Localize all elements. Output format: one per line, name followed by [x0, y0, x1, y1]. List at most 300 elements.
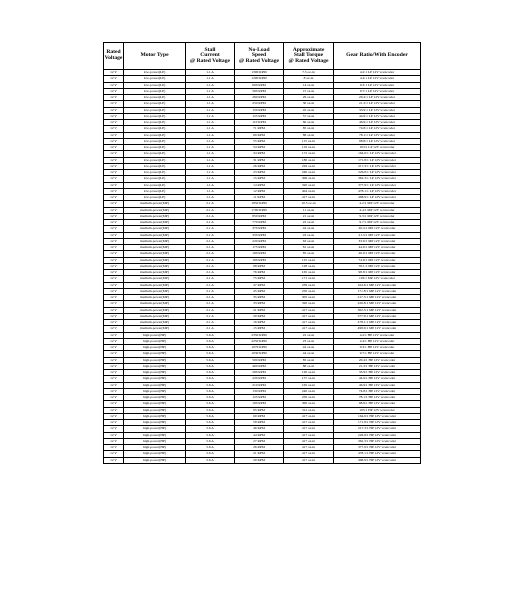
table-row: [104, 151, 421, 157]
motor-type-cell: high-power(HP): [124, 382, 186, 388]
rated-voltage-cell: 12 V: [104, 363, 124, 369]
stall-torque-cell: 240 oz-in: [284, 388, 334, 394]
table-row: [104, 332, 421, 338]
table-row: [104, 95, 421, 101]
gear-ratio-cell: 21.3:1 HP 12V w/encoder: [334, 363, 421, 369]
motor-spec-table: [103, 42, 421, 464]
stall-torque-cell: 23 oz-in: [284, 338, 334, 344]
stall-torque-cell: 417 oz-in: [284, 326, 334, 332]
rated-voltage-cell: 12 V: [104, 457, 124, 463]
motor-type-cell: low-power(LP): [124, 126, 186, 132]
gear-ratio-cell: 44.9:1 HP 12V w/encoder: [334, 376, 421, 382]
stall-torque-cell: 250 oz-in: [284, 288, 334, 294]
table-row: [104, 420, 421, 426]
no-load-speed-cell: 260 RPM: [235, 95, 284, 101]
table-row: [104, 163, 421, 169]
table-row: [104, 301, 421, 307]
rated-voltage-cell: 12 V: [104, 282, 124, 288]
rated-voltage-cell: 12 V: [104, 301, 124, 307]
table-row: [104, 451, 421, 457]
stall-current-cell: 1.1 A: [186, 70, 235, 76]
motor-type-cell: medium-power(MP): [124, 201, 186, 207]
rated-voltage-cell: 12 V: [104, 145, 124, 151]
gear-ratio-cell: 171.8:1 HP 12V w/encoder: [334, 420, 421, 426]
gear-ratio-cell: 171.8:1 LP 12V w/encoder: [334, 157, 421, 163]
stall-torque-cell: 85 oz-in: [284, 251, 334, 257]
stall-torque-cell: 119 oz-in: [284, 145, 334, 151]
gear-ratio-cell: 103:1 MP 12V w/encoder: [334, 276, 421, 282]
table-row: [104, 170, 421, 176]
table-row: [104, 313, 421, 319]
stall-current-cell: 1.1 A: [186, 188, 235, 194]
motor-type-cell: high-power(HP): [124, 420, 186, 426]
rated-voltage-cell: 12 V: [104, 395, 124, 401]
gear-ratio-cell: 498.9:1 HP 12V w/encoder: [334, 457, 421, 463]
no-load-speed-cell: 54 RPM: [235, 145, 284, 151]
gear-ratio-cell: 362.3:1 HP 12V w/encoder: [334, 438, 421, 444]
table-row: [104, 351, 421, 357]
no-load-speed-cell: 370 RPM: [235, 226, 284, 232]
stall-torque-cell: 85 oz-in: [284, 357, 334, 363]
stall-current-cell: 5.6 A: [186, 382, 235, 388]
motor-type-cell: low-power(LP): [124, 101, 186, 107]
stall-current-cell: 5.6 A: [186, 345, 235, 351]
gear-ratio-cell: 217.3:1 HP 12V w/encoder: [334, 426, 421, 432]
no-load-speed-cell: 31 RPM: [235, 157, 284, 163]
no-load-speed-cell: 16 RPM: [235, 320, 284, 326]
stall-current-cell: 2.1 A: [186, 307, 235, 313]
stall-current-cell: 1.1 A: [186, 120, 235, 126]
table-row: [104, 295, 421, 301]
no-load-speed-cell: 95 RPM: [235, 407, 284, 413]
stall-torque-cell: 305 oz-in: [284, 295, 334, 301]
motor-type-cell: low-power(LP): [124, 182, 186, 188]
motor-type-cell: high-power(HP): [124, 370, 186, 376]
table-row: [104, 263, 421, 269]
no-load-speed-cell: 500 RPM: [235, 357, 284, 363]
stall-torque-cell: 10.5 oz-in: [284, 201, 334, 207]
stall-torque-cell: 120 oz-in: [284, 370, 334, 376]
table-row: [104, 407, 421, 413]
gear-ratio-cell: 377.9:1 HP 12V w/encoder: [334, 445, 421, 451]
table-row: [104, 288, 421, 294]
stall-torque-cell: 172 oz-in: [284, 151, 334, 157]
rated-voltage-cell: 12 V: [104, 388, 124, 394]
motor-type-cell: low-power(LP): [124, 151, 186, 157]
stall-torque-cell: 240 oz-in: [284, 170, 334, 176]
rated-voltage-cell: 12 V: [104, 107, 124, 113]
stall-current-cell: 1.1 A: [186, 157, 235, 163]
rated-voltage-cell: 12 V: [104, 238, 124, 244]
motor-type-cell: high-power(HP): [124, 351, 186, 357]
rated-voltage-cell: 12 V: [104, 438, 124, 444]
motor-type-cell: medium-power(MP): [124, 226, 186, 232]
rated-voltage-cell: 12 V: [104, 445, 124, 451]
table-row: [104, 88, 421, 94]
rated-voltage-cell: 12 V: [104, 88, 124, 94]
table-row: [104, 395, 421, 401]
stall-torque-cell: 22 oz-in: [284, 220, 334, 226]
no-load-speed-cell: 33 RPM: [235, 301, 284, 307]
gear-ratio-cell: 217.3:1 LP 12V w/encoder: [334, 163, 421, 169]
stall-current-cell: 5.6 A: [186, 395, 235, 401]
motor-type-cell: medium-power(MP): [124, 251, 186, 257]
stall-torque-cell: 404 oz-in: [284, 188, 334, 194]
gear-ratio-cell: 98.8:1 LP 12V w/encoder: [334, 138, 421, 144]
gear-ratio-cell: 226.8:1 MP 12V w/encoder: [334, 301, 421, 307]
no-load-speed-cell: 560 RPM: [235, 88, 284, 94]
table-row: [104, 195, 421, 201]
stall-torque-cell: 22 oz-in: [284, 332, 334, 338]
gear-ratio-cell: 33.9:1 LP 12V w/encoder: [334, 107, 421, 113]
rated-voltage-cell: 12 V: [104, 170, 124, 176]
table-row: [104, 238, 421, 244]
stall-current-cell: 1.1 A: [186, 170, 235, 176]
motor-type-cell: low-power(LP): [124, 176, 186, 182]
gear-ratio-cell: 21.3:1 LP 12V w/encoder: [334, 101, 421, 107]
table-row: [104, 101, 421, 107]
table-row: [104, 320, 421, 326]
no-load-speed-cell: 60 RPM: [235, 413, 284, 419]
stall-current-cell: 2.1 A: [186, 238, 235, 244]
motor-type-cell: medium-power(MP): [124, 257, 186, 263]
gear-ratio-cell: 9.7:1 HP 12V w/encoder: [334, 351, 421, 357]
no-load-speed-cell: 350 RPM: [235, 232, 284, 238]
stall-current-cell: 2.1 A: [186, 213, 235, 219]
no-load-speed-cell: 20 RPM: [235, 313, 284, 319]
stall-current-cell: 2.1 A: [186, 251, 235, 257]
stall-current-cell: 5.6 A: [186, 420, 235, 426]
stall-torque-cell: 88 oz-in: [284, 363, 334, 369]
table-row: [104, 376, 421, 382]
stall-torque-cell: 417 oz-in: [284, 438, 334, 444]
gear-ratio-cell: 478.1:1 MP 12V w/encoder: [334, 320, 421, 326]
table-row: [104, 232, 421, 238]
gear-ratio-cell: 171.8:1 MP 12V w/encoder: [334, 288, 421, 294]
motor-type-cell: high-power(HP): [124, 363, 186, 369]
no-load-speed-cell: 27 RPM: [235, 438, 284, 444]
rated-voltage-cell: 12 V: [104, 120, 124, 126]
rated-voltage-cell: 12 V: [104, 213, 124, 219]
rated-voltage-cell: 12 V: [104, 101, 124, 107]
stall-torque-cell: 306 oz-in: [284, 176, 334, 182]
motor-type-cell: high-power(HP): [124, 451, 186, 457]
table-row: [104, 213, 421, 219]
rated-voltage-cell: 12 V: [104, 70, 124, 76]
stall-current-cell: 1.1 A: [186, 101, 235, 107]
no-load-speed-cell: 160 RPM: [235, 251, 284, 257]
rated-voltage-cell: 12 V: [104, 182, 124, 188]
stall-current-cell: 2.1 A: [186, 207, 235, 213]
table-row: [104, 132, 421, 138]
motor-type-cell: high-power(HP): [124, 407, 186, 413]
table-row: [104, 363, 421, 369]
gear-ratio-cell: 78.1:1 LP 12V w/encoder: [334, 132, 421, 138]
motor-type-cell: high-power(HP): [124, 401, 186, 407]
motor-type-cell: medium-power(MP): [124, 326, 186, 332]
no-load-speed-cell: 250 RPM: [235, 101, 284, 107]
no-load-speed-cell: 2350 RPM: [235, 332, 284, 338]
gear-ratio-cell: 44.9:1 MP 12V w/encoder: [334, 245, 421, 251]
gear-ratio-cell: 9.7:1 LP 12V w/encoder: [334, 88, 421, 94]
stall-current-cell: 1.1 A: [186, 82, 235, 88]
stall-torque-cell: 29 oz-in: [284, 95, 334, 101]
stall-current-cell: 1.1 A: [186, 107, 235, 113]
table-row: [104, 107, 421, 113]
no-load-speed-cell: 210 RPM: [235, 382, 284, 388]
gear-ratio-cell: 78.1:1 HP 12V w/encoder: [334, 395, 421, 401]
gear-ratio-cell: 498.9:1 MP 12V w/encoder: [334, 326, 421, 332]
stall-torque-cell: 7.5 oz-in: [284, 70, 334, 76]
rated-voltage-cell: 12 V: [104, 95, 124, 101]
motor-type-cell: medium-power(MP): [124, 207, 186, 213]
stall-current-cell: 5.6 A: [186, 438, 235, 444]
motor-type-cell: medium-power(MP): [124, 245, 186, 251]
stall-current-cell: 1.1 A: [186, 76, 235, 82]
rated-voltage-header: Rated Voltage: [104, 43, 124, 70]
no-load-speed-cell: 1300 RPM: [235, 70, 284, 76]
motor-type-cell: medium-power(MP): [124, 313, 186, 319]
stall-torque-cell: 44 oz-in: [284, 351, 334, 357]
gear-ratio-cell: 20.4:1 LP 12V w/encoder: [334, 95, 421, 101]
rated-voltage-cell: 12 V: [104, 195, 124, 201]
no-load-speed-cell: 100 RPM: [235, 257, 284, 263]
rated-voltage-cell: 12 V: [104, 357, 124, 363]
table-row: [104, 145, 421, 151]
table-row: [104, 457, 421, 463]
no-load-speed-cell: 23 RPM: [235, 170, 284, 176]
stall-torque-cell: 417 oz-in: [284, 320, 334, 326]
gear-ratio-cell: 74.8:1 LP 12V w/encoder: [334, 126, 421, 132]
motor-type-cell: high-power(HP): [124, 388, 186, 394]
gear-ratio-cell: 362.3:1 MP 12V w/encoder: [334, 307, 421, 313]
motor-type-cell: medium-power(MP): [124, 213, 186, 219]
stall-current-cell: 5.6 A: [186, 332, 235, 338]
no-load-speed-cell: 26 RPM: [235, 445, 284, 451]
table-row: [104, 282, 421, 288]
motor-type-cell: medium-power(MP): [124, 288, 186, 294]
gear-ratio-cell: 164.6:1 MP 12V w/encoder: [334, 282, 421, 288]
no-load-speed-cell: 26 RPM: [235, 163, 284, 169]
stall-current-cell: 1.1 A: [186, 95, 235, 101]
table-row: [104, 126, 421, 132]
no-load-speed-cell: 47 RPM: [235, 282, 284, 288]
stall-current-cell: 5.6 A: [186, 401, 235, 407]
gear-ratio-cell: 217.3:1 MP 12V w/encoder: [334, 295, 421, 301]
stall-torque-cell: 88 oz-in: [284, 132, 334, 138]
stall-current-cell: 5.6 A: [186, 357, 235, 363]
gear-ratio-cell: 498.9:1 LP 12V w/encoder: [334, 195, 421, 201]
table-row: [104, 401, 421, 407]
gear-ratio-header: Gear Ratio/With Encoder: [334, 43, 421, 70]
rated-voltage-cell: 12 V: [104, 420, 124, 426]
motor-type-cell: medium-power(MP): [124, 220, 186, 226]
table-row: [104, 388, 421, 394]
no-load-speed-cell: 2250 RPM: [235, 338, 284, 344]
motor-type-cell: low-power(LP): [124, 145, 186, 151]
table-row: [104, 432, 421, 438]
header-row: [104, 43, 421, 70]
gear-ratio-cell: 4.4:1 MP 12V w/encoder: [334, 207, 421, 213]
table-row: [104, 76, 421, 82]
gear-ratio-cell: 74.8:1 MP 12V w/encoder: [334, 257, 421, 263]
stall-current-cell: 5.6 A: [186, 407, 235, 413]
motor-type-cell: high-power(HP): [124, 438, 186, 444]
motor-type-cell: high-power(HP): [124, 445, 186, 451]
rated-voltage-cell: 12 V: [104, 138, 124, 144]
motor-type-cell: low-power(LP): [124, 76, 186, 82]
stall-current-header: Stall Current @ Rated Voltage: [186, 43, 235, 70]
stall-current-cell: 2.1 A: [186, 295, 235, 301]
rated-voltage-cell: 12 V: [104, 288, 124, 294]
table-row: [104, 257, 421, 263]
no-load-speed-cell: 14 RPM: [235, 182, 284, 188]
rated-voltage-cell: 12 V: [104, 132, 124, 138]
stall-torque-cell: 417 oz-in: [284, 445, 334, 451]
motor-type-cell: low-power(LP): [124, 120, 186, 126]
rated-voltage-cell: 12 V: [104, 276, 124, 282]
no-load-speed-cell: 71 RPM: [235, 126, 284, 132]
motor-type-cell: low-power(LP): [124, 82, 186, 88]
rated-voltage-cell: 12 V: [104, 207, 124, 213]
stall-torque-cell: 115 oz-in: [284, 138, 334, 144]
stall-torque-cell: 417 oz-in: [284, 307, 334, 313]
motor-type-cell: low-power(LP): [124, 157, 186, 163]
gear-ratio-cell: 9.3:1 HP 12V w/encoder: [334, 345, 421, 351]
stall-current-cell: 2.1 A: [186, 263, 235, 269]
no-load-speed-cell: 98 RPM: [235, 263, 284, 269]
no-load-speed-cell: 290 RPM: [235, 370, 284, 376]
stall-current-cell: 2.1 A: [186, 282, 235, 288]
stall-torque-cell: 128 oz-in: [284, 263, 334, 269]
rated-voltage-cell: 12 V: [104, 188, 124, 194]
rated-voltage-cell: 12 V: [104, 263, 124, 269]
stall-current-cell: 2.1 A: [186, 320, 235, 326]
stall-current-cell: 2.1 A: [186, 257, 235, 263]
gear-ratio-cell: 4.2:1 HP 12V w/encoder: [334, 332, 421, 338]
stall-torque-cell: 45 oz-in: [284, 107, 334, 113]
no-load-speed-cell: 130 RPM: [235, 388, 284, 394]
stall-torque-cell: 42 oz-in: [284, 226, 334, 232]
no-load-speed-cell: 76 RPM: [235, 270, 284, 276]
stall-torque-cell: 60 oz-in: [284, 120, 334, 126]
stall-current-cell: 5.6 A: [186, 351, 235, 357]
table-row: [104, 201, 421, 207]
stall-current-cell: 2.1 A: [186, 201, 235, 207]
stall-torque-cell: 11 oz-in: [284, 207, 334, 213]
rated-voltage-cell: 12 V: [104, 157, 124, 163]
table-row: [104, 445, 421, 451]
rated-voltage-cell: 12 V: [104, 432, 124, 438]
no-load-speed-cell: 1070 RPM: [235, 345, 284, 351]
rated-voltage-cell: 12 V: [104, 451, 124, 457]
stall-torque-cell: 15 oz-in: [284, 88, 334, 94]
no-load-speed-cell: 600 RPM: [235, 82, 284, 88]
motor-type-header: Motor Type: [124, 43, 186, 70]
motor-type-cell: low-power(LP): [124, 70, 186, 76]
stall-current-cell: 1.1 A: [186, 138, 235, 144]
stall-torque-cell: 180 oz-in: [284, 157, 334, 163]
rated-voltage-cell: 12 V: [104, 151, 124, 157]
stall-torque-cell: 417 oz-in: [284, 195, 334, 201]
stall-current-cell: 5.6 A: [186, 363, 235, 369]
table-row: [104, 70, 421, 76]
table-row: [104, 345, 421, 351]
table-row: [104, 338, 421, 344]
gear-ratio-cell: 4.4:1 HP 12V w/encoder: [334, 338, 421, 344]
stall-current-cell: 1.1 A: [186, 182, 235, 188]
stall-torque-cell: 165 oz-in: [284, 382, 334, 388]
stall-torque-cell: 417 oz-in: [284, 451, 334, 457]
motor-type-cell: high-power(HP): [124, 457, 186, 463]
stall-current-cell: 5.6 A: [186, 413, 235, 419]
no-load-speed-cell: 1850 RPM: [235, 201, 284, 207]
gear-ratio-cell: 46.9:1 HP 12V w/encoder: [334, 382, 421, 388]
stall-torque-cell: 81 oz-in: [284, 245, 334, 251]
motor-type-cell: high-power(HP): [124, 413, 186, 419]
gear-ratio-cell: 33.9:1 HP 12V w/encoder: [334, 370, 421, 376]
stall-torque-cell: 21 oz-in: [284, 213, 334, 219]
no-load-speed-cell: 46 RPM: [235, 426, 284, 432]
motor-type-cell: medium-power(MP): [124, 301, 186, 307]
rated-voltage-cell: 12 V: [104, 232, 124, 238]
gear-ratio-cell: 164.6:1 HP 12V w/encoder: [334, 413, 421, 419]
no-load-speed-cell: 220 RPM: [235, 238, 284, 244]
table-row: [104, 307, 421, 313]
table-row: [104, 276, 421, 282]
motor-type-cell: high-power(HP): [124, 426, 186, 432]
gear-ratio-cell: 33.9:1 MP 12V w/encoder: [334, 238, 421, 244]
gear-ratio-cell: 46.9:1 LP 12V w/encoder: [334, 120, 421, 126]
table-row: [104, 413, 421, 419]
table-row: [104, 207, 421, 213]
gear-ratio-cell: 9.7:1 MP 12V w/encoder: [334, 220, 421, 226]
no-load-speed-cell: 75 RPM: [235, 276, 284, 282]
table-row: [104, 226, 421, 232]
gear-ratio-cell: 20.4:1 HP 12V w/encoder: [334, 357, 421, 363]
gear-ratio-cell: 20.4:1 MP 12V w/encoder: [334, 226, 421, 232]
stall-torque-cell: 125 oz-in: [284, 257, 334, 263]
motor-type-cell: low-power(LP): [124, 113, 186, 119]
no-load-speed-cell: 58 RPM: [235, 420, 284, 426]
no-load-speed-cell: 35 RPM: [235, 295, 284, 301]
table-row: [104, 357, 421, 363]
stall-current-cell: 5.6 A: [186, 388, 235, 394]
motor-spec-table-container: [103, 42, 420, 464]
stall-current-cell: 1.1 A: [186, 145, 235, 151]
no-load-speed-cell: 100 RPM: [235, 401, 284, 407]
gear-ratio-cell: 164.6:1 LP 12V w/encoder: [334, 151, 421, 157]
motor-type-cell: high-power(HP): [124, 432, 186, 438]
stall-current-cell: 5.6 A: [186, 426, 235, 432]
motor-type-cell: medium-power(MP): [124, 232, 186, 238]
gear-ratio-cell: 226.8:1 HP 12V w/encoder: [334, 432, 421, 438]
gear-ratio-cell: 4.4:1 LP 12V w/encoder: [334, 76, 421, 82]
stall-current-cell: 1.1 A: [186, 195, 235, 201]
rated-voltage-cell: 12 V: [104, 76, 124, 82]
table-row: [104, 251, 421, 257]
stall-current-cell: 5.6 A: [186, 451, 235, 457]
motor-type-cell: medium-power(MP): [124, 320, 186, 326]
gear-ratio-cell: 4.2:1 LP 12V w/encoder: [334, 70, 421, 76]
stall-current-cell: 5.6 A: [186, 445, 235, 451]
stall-current-cell: 1.1 A: [186, 163, 235, 169]
no-load-speed-cell: 20 RPM: [235, 457, 284, 463]
motor-type-cell: medium-power(MP): [124, 282, 186, 288]
stall-torque-cell: 171 oz-in: [284, 276, 334, 282]
stall-torque-cell: 8 oz-in: [284, 76, 334, 82]
rated-voltage-cell: 12 V: [104, 245, 124, 251]
